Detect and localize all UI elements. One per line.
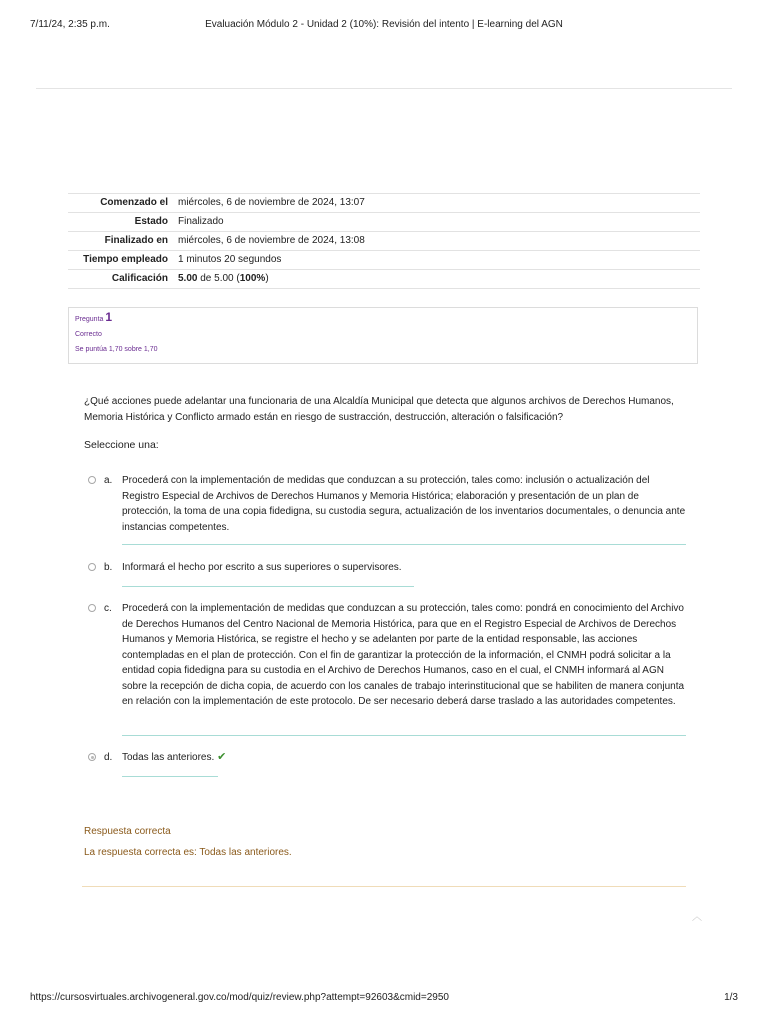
answer-text — [122, 750, 686, 766]
grade-score: 5.00 — [178, 273, 198, 284]
answer-underline — [122, 776, 218, 777]
summary-row-finished — [68, 232, 700, 251]
answer-text: Procederá con la implementación de medidas que conduzcan a su protección, tales como: inclusión o actualización del Registro Especial de Archivos de Derechos Humanos y Memoria Histórica; elaboración y presentación de un plan de protección, la toma de una copia fidedigna, su custodia segura, actualización de los inventarios documentales, o denuncia ante instancias competentes. — [122, 475, 686, 533]
print-header — [30, 19, 738, 33]
summary-row-grade — [68, 270, 700, 289]
answer-text: Informará el hecho por escrito a sus superiores o supervisores. — [122, 562, 402, 573]
summary-value: Finalizado — [174, 213, 700, 232]
radio-button-selected[interactable] — [88, 753, 96, 761]
answer-letter: d. — [104, 752, 113, 763]
answer-option-d[interactable] — [88, 750, 688, 780]
summary-value: miércoles, 6 de noviembre de 2024, 13:08 — [174, 232, 700, 251]
answer-option-c[interactable] — [88, 601, 688, 739]
question-status: Correcto — [75, 331, 102, 338]
divider — [82, 886, 686, 887]
summary-label: Estado — [68, 213, 174, 232]
question-points: Se puntúa 1,70 sobre 1,70 — [75, 346, 158, 353]
summary-row-state — [68, 213, 700, 232]
page-number: 1/3 — [724, 992, 738, 1003]
summary-label: Calificación — [68, 270, 174, 289]
summary-label: Comenzado el — [68, 194, 174, 213]
summary-label: Finalizado en — [68, 232, 174, 251]
answer-option-b[interactable] — [88, 560, 688, 590]
summary-row-time — [68, 251, 700, 270]
feedback-title: Respuesta correcta — [84, 826, 171, 837]
print-date: 7/11/24, 2:35 p.m. — [30, 19, 110, 30]
check-icon: ✔ — [217, 751, 227, 763]
feedback-text: La respuesta correcta es: Todas las anteriores. — [84, 847, 292, 858]
answer-letter: a. — [104, 475, 113, 486]
question-text: ¿Qué acciones puede adelantar una funcionaria de una Alcaldía Municipal que detecta que algunos archivos de Derechos Humanos, Memoria Histórica y Conflicto armado están en riesgo de sustracción, destrucción, alteración o falsificación? — [84, 396, 674, 423]
summary-value: miércoles, 6 de noviembre de 2024, 13:07 — [174, 194, 700, 213]
select-prompt: Seleccione una: — [84, 439, 159, 451]
summary-value — [174, 270, 700, 289]
question-number-value: 1 — [105, 310, 113, 324]
answer-letter: c. — [104, 603, 112, 614]
print-url: https://cursosvirtuales.archivogeneral.gov.co/mod/quiz/review.php?attempt=92603&cmid=2950 — [30, 992, 449, 1003]
answer-underline — [122, 586, 414, 587]
summary-row-started — [68, 194, 700, 213]
radio-button[interactable] — [88, 476, 96, 484]
answer-underline — [122, 544, 686, 545]
answer-option-a[interactable] — [88, 473, 688, 548]
answer-text: Procederá con la implementación de medidas que conduzcan a su protección, tales como: pondrá en conocimiento del Archivo de Derechos Humanos del Centro Nacional de Memoria Histórica, para que en el Registro Especial de Archivos de Derechos Humanos y Memoria Histórica, se registre el hecho y se adelanten por parte de la entidad responsable, las acciones contempladas en el plan de protección. Con el fin de garantizar la protección de la información, el CNMH podrá solicitar a la entidad copia fidedigna para su custodia en el Archivo de Derechos Humanos, caso en el cual, el CNMH informará al AGN sobre la recepción de dicha copia, de acuerdo con los canales de trabajo interinstitucional que se habiliten de manera conjunta en relación con la implementación de este protocolo. De ser necesario deberá darse traslado a las autoridades competentes. — [122, 603, 685, 707]
print-footer — [30, 992, 738, 1006]
answer-letter: b. — [104, 562, 113, 573]
grade-percent: 100% — [239, 273, 266, 284]
summary-value: 1 minutos 20 segundos — [174, 251, 700, 270]
question-number-label: Pregunta — [75, 316, 104, 323]
question-number — [75, 312, 691, 325]
divider — [36, 88, 732, 89]
radio-button[interactable] — [88, 604, 96, 612]
radio-button[interactable] — [88, 563, 96, 571]
answer-underline — [122, 735, 686, 736]
question-info-box — [68, 307, 698, 364]
attempt-summary-table — [68, 193, 700, 289]
grade-of: de 5.00 ( — [197, 273, 240, 284]
print-title: Evaluación Módulo 2 - Unidad 2 (10%): Revisión del intento | E-learning del AGN — [205, 19, 563, 30]
grade-close: ) — [265, 273, 269, 284]
summary-label: Tiempo empleado — [68, 251, 174, 270]
chevron-up-icon[interactable]: ︿ — [692, 912, 702, 923]
answer-text-value: Todas las anteriores. — [122, 752, 215, 763]
